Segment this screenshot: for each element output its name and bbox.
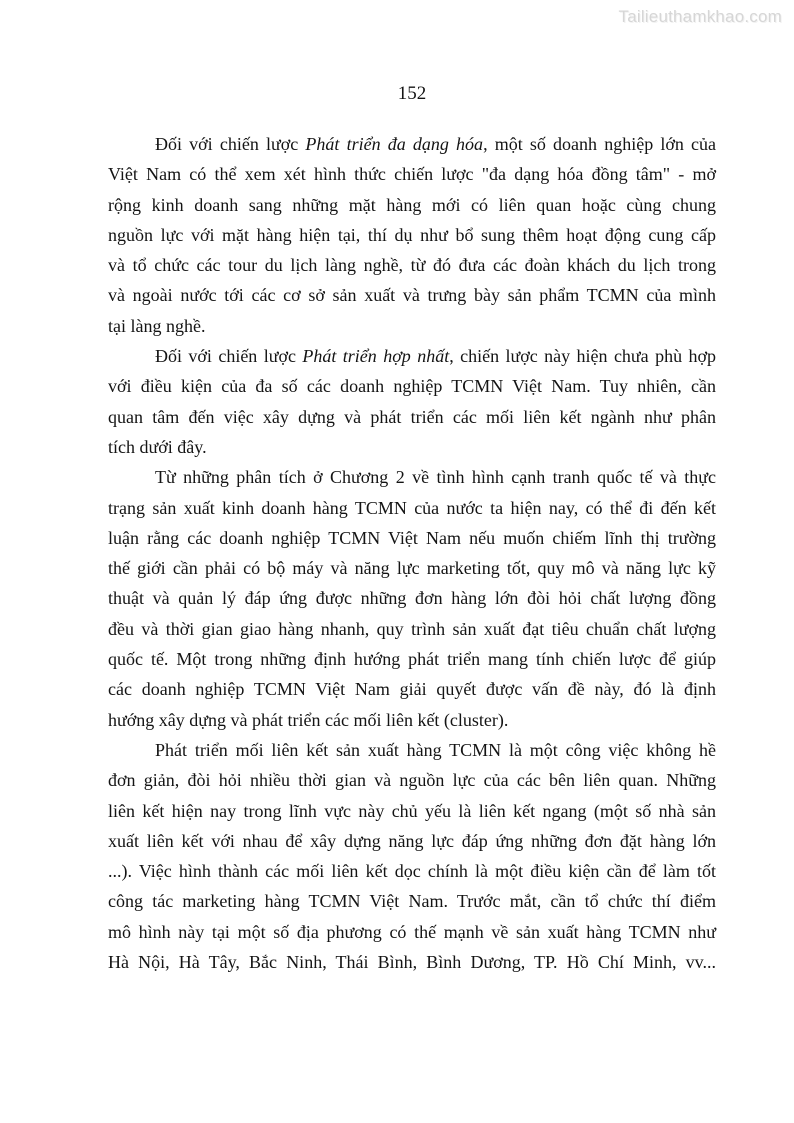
text-line: [108, 947, 716, 977]
text-segment: Phát triển mối liên kết sản xuất hàng TCMN là một công việc không hề: [155, 739, 716, 760]
text-segment: xuất liên kết với nhau để xây dựng năng lực đáp ứng những đơn đặt hàng lớn: [108, 830, 716, 851]
text-segment: đơn giản, đòi hỏi nhiều thời gian và nguồn lực của các bên liên quan. Những: [108, 770, 716, 791]
text-line: [108, 250, 716, 280]
text-segment: thuật và quản lý đáp ứng được những đơn hàng lớn đòi hỏi chất lượng đồng: [108, 588, 716, 609]
text-segment: tại làng nghề.: [108, 315, 206, 336]
text-line: [108, 523, 716, 553]
text-segment: và ngoài nước tới các cơ sở sản xuất và trưng bày sản phẩm TCMN của mình: [108, 285, 716, 306]
body-text: [108, 129, 716, 977]
text-segment: Việt Nam có thể xem xét hình thức chiến lược "đa dạng hóa đồng tâm" - mở: [108, 164, 716, 185]
text-segment: tích dưới đây.: [108, 436, 207, 457]
text-line: [108, 583, 716, 613]
text-segment: thế giới cần phải có bộ máy và năng lực marketing tốt, quy mô và năng lực kỹ: [108, 558, 716, 579]
text-line: [108, 644, 716, 674]
text-line: [108, 432, 716, 462]
paragraph: [108, 341, 716, 462]
text-segment: trạng sản xuất kinh doanh hàng TCMN của nước ta hiện nay, có thể đi đến kết: [108, 497, 716, 518]
text-segment: ...). Việc hình thành các mối liên kết dọc chính là một điều kiện cần để làm tốt: [108, 861, 716, 882]
text-segment: rộng kinh doanh sang những mặt hàng mới có liên quan hoặc cùng chung: [108, 194, 716, 215]
text-line: [108, 856, 716, 886]
text-line: [108, 674, 716, 704]
text-line: [108, 765, 716, 795]
text-segment: Hà Nội, Hà Tây, Bắc Ninh, Thái Bình, Bình Dương, TP. Hồ Chí Minh, vv...: [108, 952, 716, 973]
text-segment: các doanh nghiệp TCMN Việt Nam giải quyết được vấn đề này, đó là định: [108, 679, 716, 700]
text-segment: đều và thời gian giao hàng nhanh, quy trình sản xuất đạt tiêu chuẩn chất lượng: [108, 618, 716, 639]
text-line: [108, 462, 716, 492]
text-segment: công tác marketing hàng TCMN Việt Nam. Trước mắt, cần tổ chức thí điểm: [108, 891, 716, 912]
text-line: [108, 280, 716, 310]
text-segment: Từ những phân tích ở Chương 2 về tình hình cạnh tranh quốc tế và thực: [155, 467, 716, 488]
text-line: [108, 190, 716, 220]
paragraph: [108, 129, 716, 341]
text-line: [108, 493, 716, 523]
text-line: [108, 159, 716, 189]
text-line: [108, 886, 716, 916]
text-line: [108, 129, 716, 159]
italic-text-segment: Phát triển đa dạng hóa: [305, 134, 484, 154]
text-line: [108, 796, 716, 826]
text-line: [108, 371, 716, 401]
text-segment: hướng xây dựng và phát triển các mối liên kết (cluster).: [108, 709, 509, 730]
text-segment: quốc tế. Một trong những định hướng phát triển mang tính chiến lược để giúp: [108, 649, 716, 670]
text-segment: , chiến lược này hiện chưa phù hợp: [449, 346, 717, 367]
text-segment: và tổ chức các tour du lịch làng nghề, từ đó đưa các đoàn khách du lịch trong: [108, 255, 716, 276]
text-line: [108, 402, 716, 432]
text-segment: mô hình này tại một số địa phương có thế mạnh về sản xuất hàng TCMN như: [108, 921, 716, 942]
text-line: [108, 553, 716, 583]
text-segment: với điều kiện của đa số các doanh nghiệp TCMN Việt Nam. Tuy nhiên, cần: [108, 376, 716, 397]
text-line: [108, 705, 716, 735]
text-line: [108, 826, 716, 856]
paragraph: [108, 735, 716, 977]
text-segment: luận rằng các doanh nghiệp TCMN Việt Nam nếu muốn chiếm lĩnh thị trường: [108, 527, 716, 548]
text-segment: Đối với chiến lược: [155, 346, 303, 367]
text-segment: nguồn lực với mặt hàng hiện tại, thí dụ như bổ sung thêm hoạt động cung cấp: [108, 224, 716, 245]
text-line: [108, 917, 716, 947]
text-segment: Đối với chiến lược: [155, 134, 306, 154]
text-segment: liên kết hiện nay trong lĩnh vực này chủ yếu là liên kết ngang (một số nhà sản: [108, 800, 716, 821]
page-number: 152: [397, 83, 427, 104]
italic-text-segment: Phát triển hợp nhất: [302, 346, 450, 367]
text-line: [108, 311, 716, 341]
text-line: [108, 220, 716, 250]
text-segment: , một số doanh nghiệp lớn của: [483, 134, 717, 154]
paragraph: [108, 462, 716, 735]
text-line: [108, 614, 716, 644]
text-line: [108, 341, 716, 371]
text-line: [108, 735, 716, 765]
text-segment: quan tâm đến việc xây dựng và phát triển các mối liên kết ngành như phân: [108, 406, 716, 427]
watermark: Tailieuthamkhao.com: [618, 7, 782, 26]
